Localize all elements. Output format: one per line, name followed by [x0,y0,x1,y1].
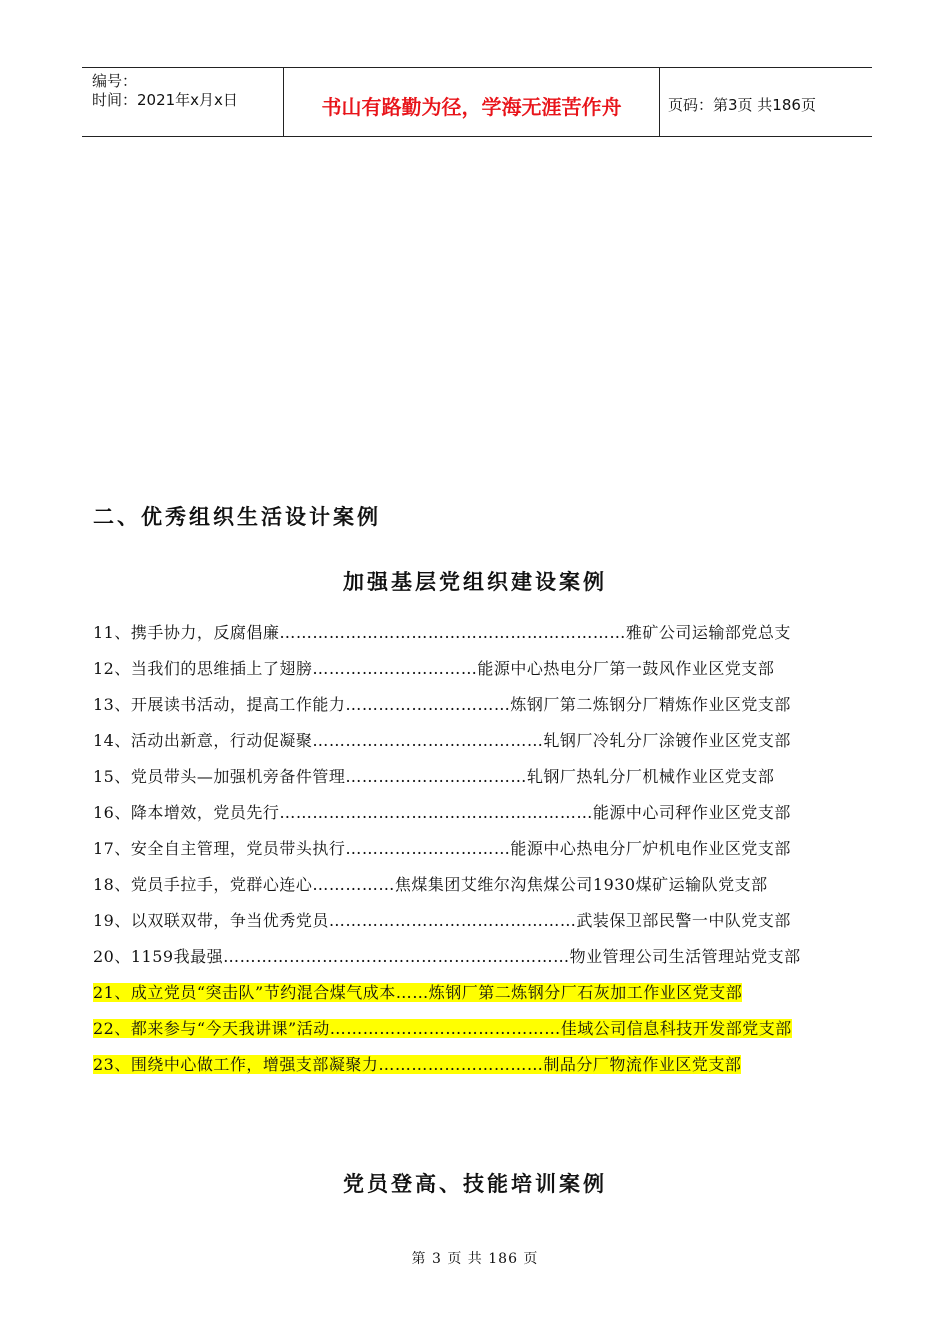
list-item [93,867,860,903]
entry-text [93,623,791,642]
list-item [93,723,860,759]
entry-leader-dots: ……………………………………… [328,911,577,930]
entry-number: 22、 [93,1019,131,1038]
case-list [93,615,860,1083]
entry-number: 21、 [93,983,131,1002]
number-label: 编号： [92,72,138,90]
list-item [93,795,860,831]
entry-title: 成立党员“突击队”节约混合煤气成本 [130,983,396,1002]
entry-title: 1159我最强 [130,947,224,966]
list-item [93,831,860,867]
entry-leader-dots: ………………………… [312,659,478,678]
entry-text [93,839,791,858]
motto-text: 书山有路勤为径，学海无涯苦作舟 [321,94,622,119]
entry-leader-dots: …………………………………… [312,731,544,750]
list-item [93,615,860,651]
entry-number: 19、 [93,911,131,930]
entry-title: 围绕中心做工作，增强支部凝聚力 [130,1055,379,1074]
list-item [93,759,860,795]
subheading-party-building: 加强基层党组织建设案例 [343,569,607,594]
entry-number: 11、 [93,623,131,642]
page-label: 页码：第3页 共186页 [668,95,816,114]
entry-title: 都来参与“今天我讲课”活动 [130,1019,330,1038]
list-item [93,687,860,723]
entry-text [93,731,791,750]
entry-text [93,911,791,930]
entry-organization: 物业管理公司生活管理站党支部 [569,947,801,966]
header-meta-cell [82,68,284,136]
list-item [93,939,860,975]
list-item [93,975,860,1011]
header-motto-cell [284,68,660,136]
entry-organization: 炼钢厂第二炼钢分厂精炼作业区党支部 [510,695,791,714]
entry-title: 降本增效，党员先行 [130,803,280,822]
entry-text [93,659,774,678]
entry-leader-dots: …………………………… [345,767,527,786]
entry-leader-dots: ………………………… [345,695,511,714]
entry-leader-dots: ……………………………………………………… [223,947,570,966]
entry-organization: 制品分厂物流作业区党支部 [543,1055,742,1074]
entry-leader-dots: ……………………………………………………… [279,623,626,642]
entry-organization: 能源中心热电分厂炉机电作业区党支部 [510,839,791,858]
entry-title: 以双联双带，争当优秀党员 [130,911,329,930]
entry-number: 17、 [93,839,131,858]
entry-organization: 轧钢厂热轧分厂机械作业区党支部 [526,767,775,786]
entry-title: 开展读书活动，提高工作能力 [130,695,346,714]
list-item [93,1011,860,1047]
list-item [93,651,860,687]
entry-title: 携手协力，反腐倡廉 [130,623,280,642]
document-header [82,67,872,137]
list-item [93,903,860,939]
entry-organization: 佳域公司信息科技开发部党支部 [560,1019,792,1038]
header-page-cell [660,68,872,136]
entry-number: 15、 [93,767,131,786]
entry-number: 14、 [93,731,131,750]
entry-organization: 炼钢厂第二炼钢分厂石灰加工作业区党支部 [428,983,743,1002]
entry-number: 18、 [93,875,131,894]
entry-organization: 能源中心司秤作业区党支部 [592,803,791,822]
entry-text [93,1055,741,1074]
entry-text [93,1019,792,1038]
entry-organization: 武装保卫部民警一中队党支部 [576,911,791,930]
entry-leader-dots: ………………………… [378,1055,544,1074]
entry-leader-dots: ………………………… [345,839,511,858]
entry-text [93,983,742,1002]
entry-number: 20、 [93,947,131,966]
entry-text [93,767,774,786]
entry-organization: 焦煤集团艾维尔沟焦煤公司1930煤矿运输队党支部 [394,875,768,894]
entry-number: 13、 [93,695,131,714]
entry-title: 党员带头—加强机旁备件管理 [130,767,346,786]
entry-title: 当我们的思维插上了翅膀 [130,659,313,678]
entry-number: 23、 [93,1055,131,1074]
entry-text [93,947,801,966]
entry-organization: 雅矿公司运输部党总支 [625,623,791,642]
entry-title: 安全自主管理，党员带头执行 [130,839,346,858]
subheading-skill-training: 党员登高、技能培训案例 [343,1171,607,1196]
entry-organization: 能源中心热电分厂第一鼓风作业区党支部 [477,659,775,678]
entry-leader-dots: ………………………………………………… [279,803,593,822]
entry-title: 党员手拉手，党群心连心 [130,875,313,894]
page-footer: 第 3 页 共 186 页 [411,1251,539,1267]
entry-text [93,695,791,714]
section-heading: 二、优秀组织生活设计案例 [93,504,381,529]
entry-number: 12、 [93,659,131,678]
entry-leader-dots: …………… [312,875,395,894]
entry-text [93,803,791,822]
entry-title: 活动出新意，行动促凝聚 [130,731,313,750]
entry-organization: 轧钢厂冷轧分厂涂镀作业区党支部 [543,731,791,750]
entry-text [93,875,768,894]
list-item [93,1047,860,1083]
entry-leader-dots: …… [395,983,429,1002]
time-label: 时间：2021年x月x日 [92,91,238,109]
entry-leader-dots: …………………………………… [329,1019,561,1038]
entry-number: 16、 [93,803,131,822]
